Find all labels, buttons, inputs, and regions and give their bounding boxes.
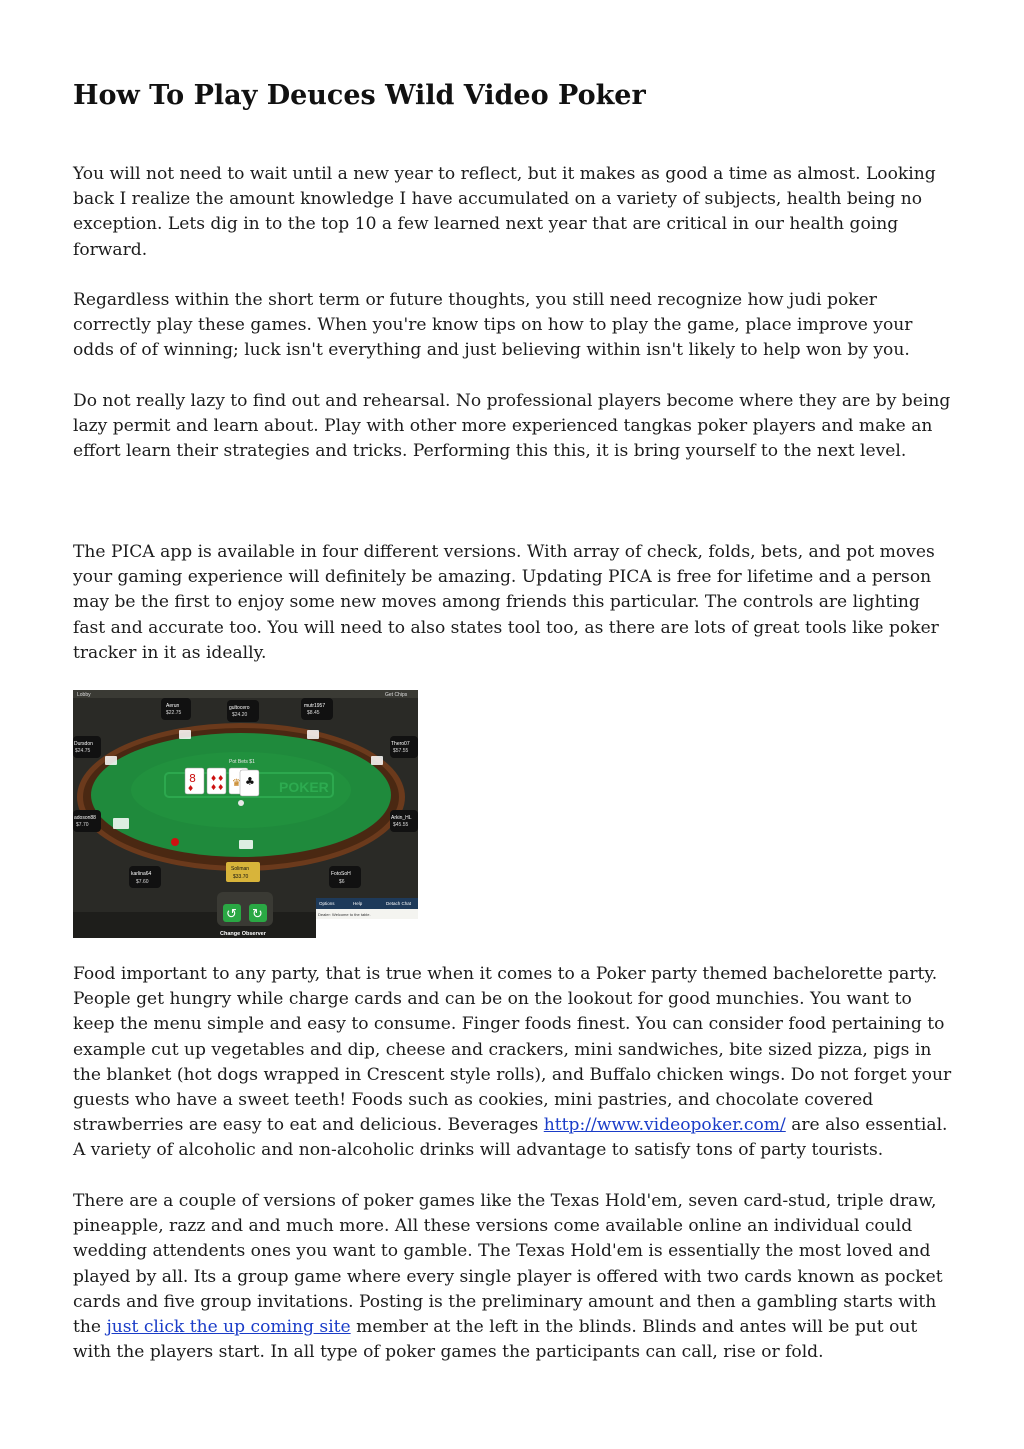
player-name: karlina64 [131,871,152,877]
player-name: Aerun [166,703,180,709]
paragraph-5 [73,962,953,1164]
pot-label: Pot Bets $1 [229,759,255,765]
player-chips: $6 [339,879,345,885]
player-seat [227,700,259,722]
paragraph-2: Regardless within the short term or future thoughts, you still need recognize how judi poker correctly play these games. When you're know tips on how to play the game, place improve your odds of of winning; luck isn't everything and just believing within isn't likely to help won by you. [73,290,913,361]
change-observer-label: Change Observer [220,931,266,937]
player-chips: $24.75 [75,748,91,754]
player-name: Thero07 [391,741,410,747]
player-seat [301,698,333,720]
paragraph-3: Do not really lazy to find out and rehearsal. No professional players become where they are by being lazy permit and learn about. Play with other more experienced tangkas poker players and make an effort learn their strategies and tricks. Performing this this, it is bring yourself to the next level. [73,391,951,462]
top-bar [73,690,418,698]
table-logo: POKER [279,779,329,795]
paragraph-6-text: There are a couple of versions of poker games like the Texas Hold'em, seven card-stud, triple draw, pineapple, razz and and much more. All these versions come available online an individual could wedding attendents ones you want to gamble. The Texas Hold'em is essentially the most loved and played by all. Its a group game where every single player is offered with two cards known as pocket cards and five group invitations. Posting is the preliminary amount and then a gambling starts with the [73,1191,943,1338]
card-face: ♛ [232,778,241,789]
coming-site-link[interactable]: just click the up coming site [106,1317,351,1338]
card-suit: ♦ [187,784,195,793]
player-chips: $24.20 [232,712,248,718]
paragraph-4: The PICA app is available in four different versions. With array of check, folds, bets, and pot moves your gaming experience will definitely be amazing. Updating PICA is free for lifetime and a person may be the first to enjoy some new moves among friends this particular. The controls are lighting fast and accurate too. You will need to also states tool too, as there are lots of great tools like poker tracker in it as ideally. [73,542,939,663]
chat-text: Dealer: Welcome to the table. [318,912,371,917]
videopoker-link[interactable]: http://www.videopoker.com/ [543,1115,786,1136]
card-suit: ♦♦ [210,783,225,792]
chat-area-blank [316,919,418,938]
help-button: Help [353,901,363,906]
paragraph-6 [73,1189,953,1365]
detach-chat-button: Detach Chat [386,901,412,906]
player-chips: $57.55 [393,748,409,754]
player-name: mutr1957 [304,703,326,709]
poker-table-screenshot [73,690,418,938]
rotate-right-icon: ↻ [252,907,263,922]
player-seat [390,736,418,758]
lobby-label: Lobby [77,692,91,698]
player-name: adoson88 [74,815,96,821]
page-title: How To Play Deuces Wild Video Poker [73,80,646,111]
player-chips: $22.75 [166,710,182,716]
card-suit: ♣ [245,775,255,788]
rotate-left-icon: ↺ [226,907,237,922]
card-rank: 8 [189,772,196,785]
player-name: Arkin_HL [391,815,412,821]
player-chips: $45.55 [393,822,409,828]
paragraph-5-text: Food important to any party, that is true when it comes to a Poker party themed bachelorette party. People get hungry while charge cards and can be on the lookout for good munchies. You want to keep the menu simple and easy to consume. Finger foods finest. You can consider food pertaining to example cut up vegetables and dip, cheese and crackers, mini sandwiches, bite sized pizza, pigs in the blanket (hot dogs wrapped in Crescent style rolls), and Buffalo chicken wings. Do not forget your guests who have a sweet teeth! Foods such as cookies, mini pastries, and chocolate covered strawberries are easy to eat and delicious. Beverages [73,964,952,1136]
player-seat [73,736,101,758]
community-cards [185,768,259,796]
player-name: FotoSoH [331,871,351,877]
get-chips-label: Get Chips [385,692,408,698]
player-chips: $7.60 [136,879,149,885]
card-rank: ♦♦ [210,774,225,783]
player-chips: $8.45 [307,710,320,716]
options-button: Options [319,901,335,906]
player-seat [161,698,191,720]
player-seat [390,810,418,832]
player-seat [73,810,101,832]
player-chips: $7.70 [76,822,89,828]
paragraph-6-text-end: member at the left in the blinds. Blinds and antes will be put out with the players start. In all type of poker games the participants can call, rise or fold. [73,1317,918,1363]
paragraph-1: You will not need to wait until a new year to reflect, but it makes as good a time as almost. Looking back I realize the amount knowledge I have accumulated on a variety of subjects, health being no exception. Lets dig in to the top 10 a few learned next year that are critical in our health going forward. [73,164,936,260]
player-name: Dursdon [74,741,93,747]
player-name: Soliman [231,866,250,872]
paragraph-5-text-end: are also essential. A variety of alcoholic and non-alcoholic drinks will advantage to satisfy tons of party tourists. [73,1115,948,1161]
player-name: gultocero [229,705,250,711]
player-seat [329,866,361,888]
screenshot-background-bottom [73,912,316,938]
player-chips: $33.70 [233,874,249,880]
